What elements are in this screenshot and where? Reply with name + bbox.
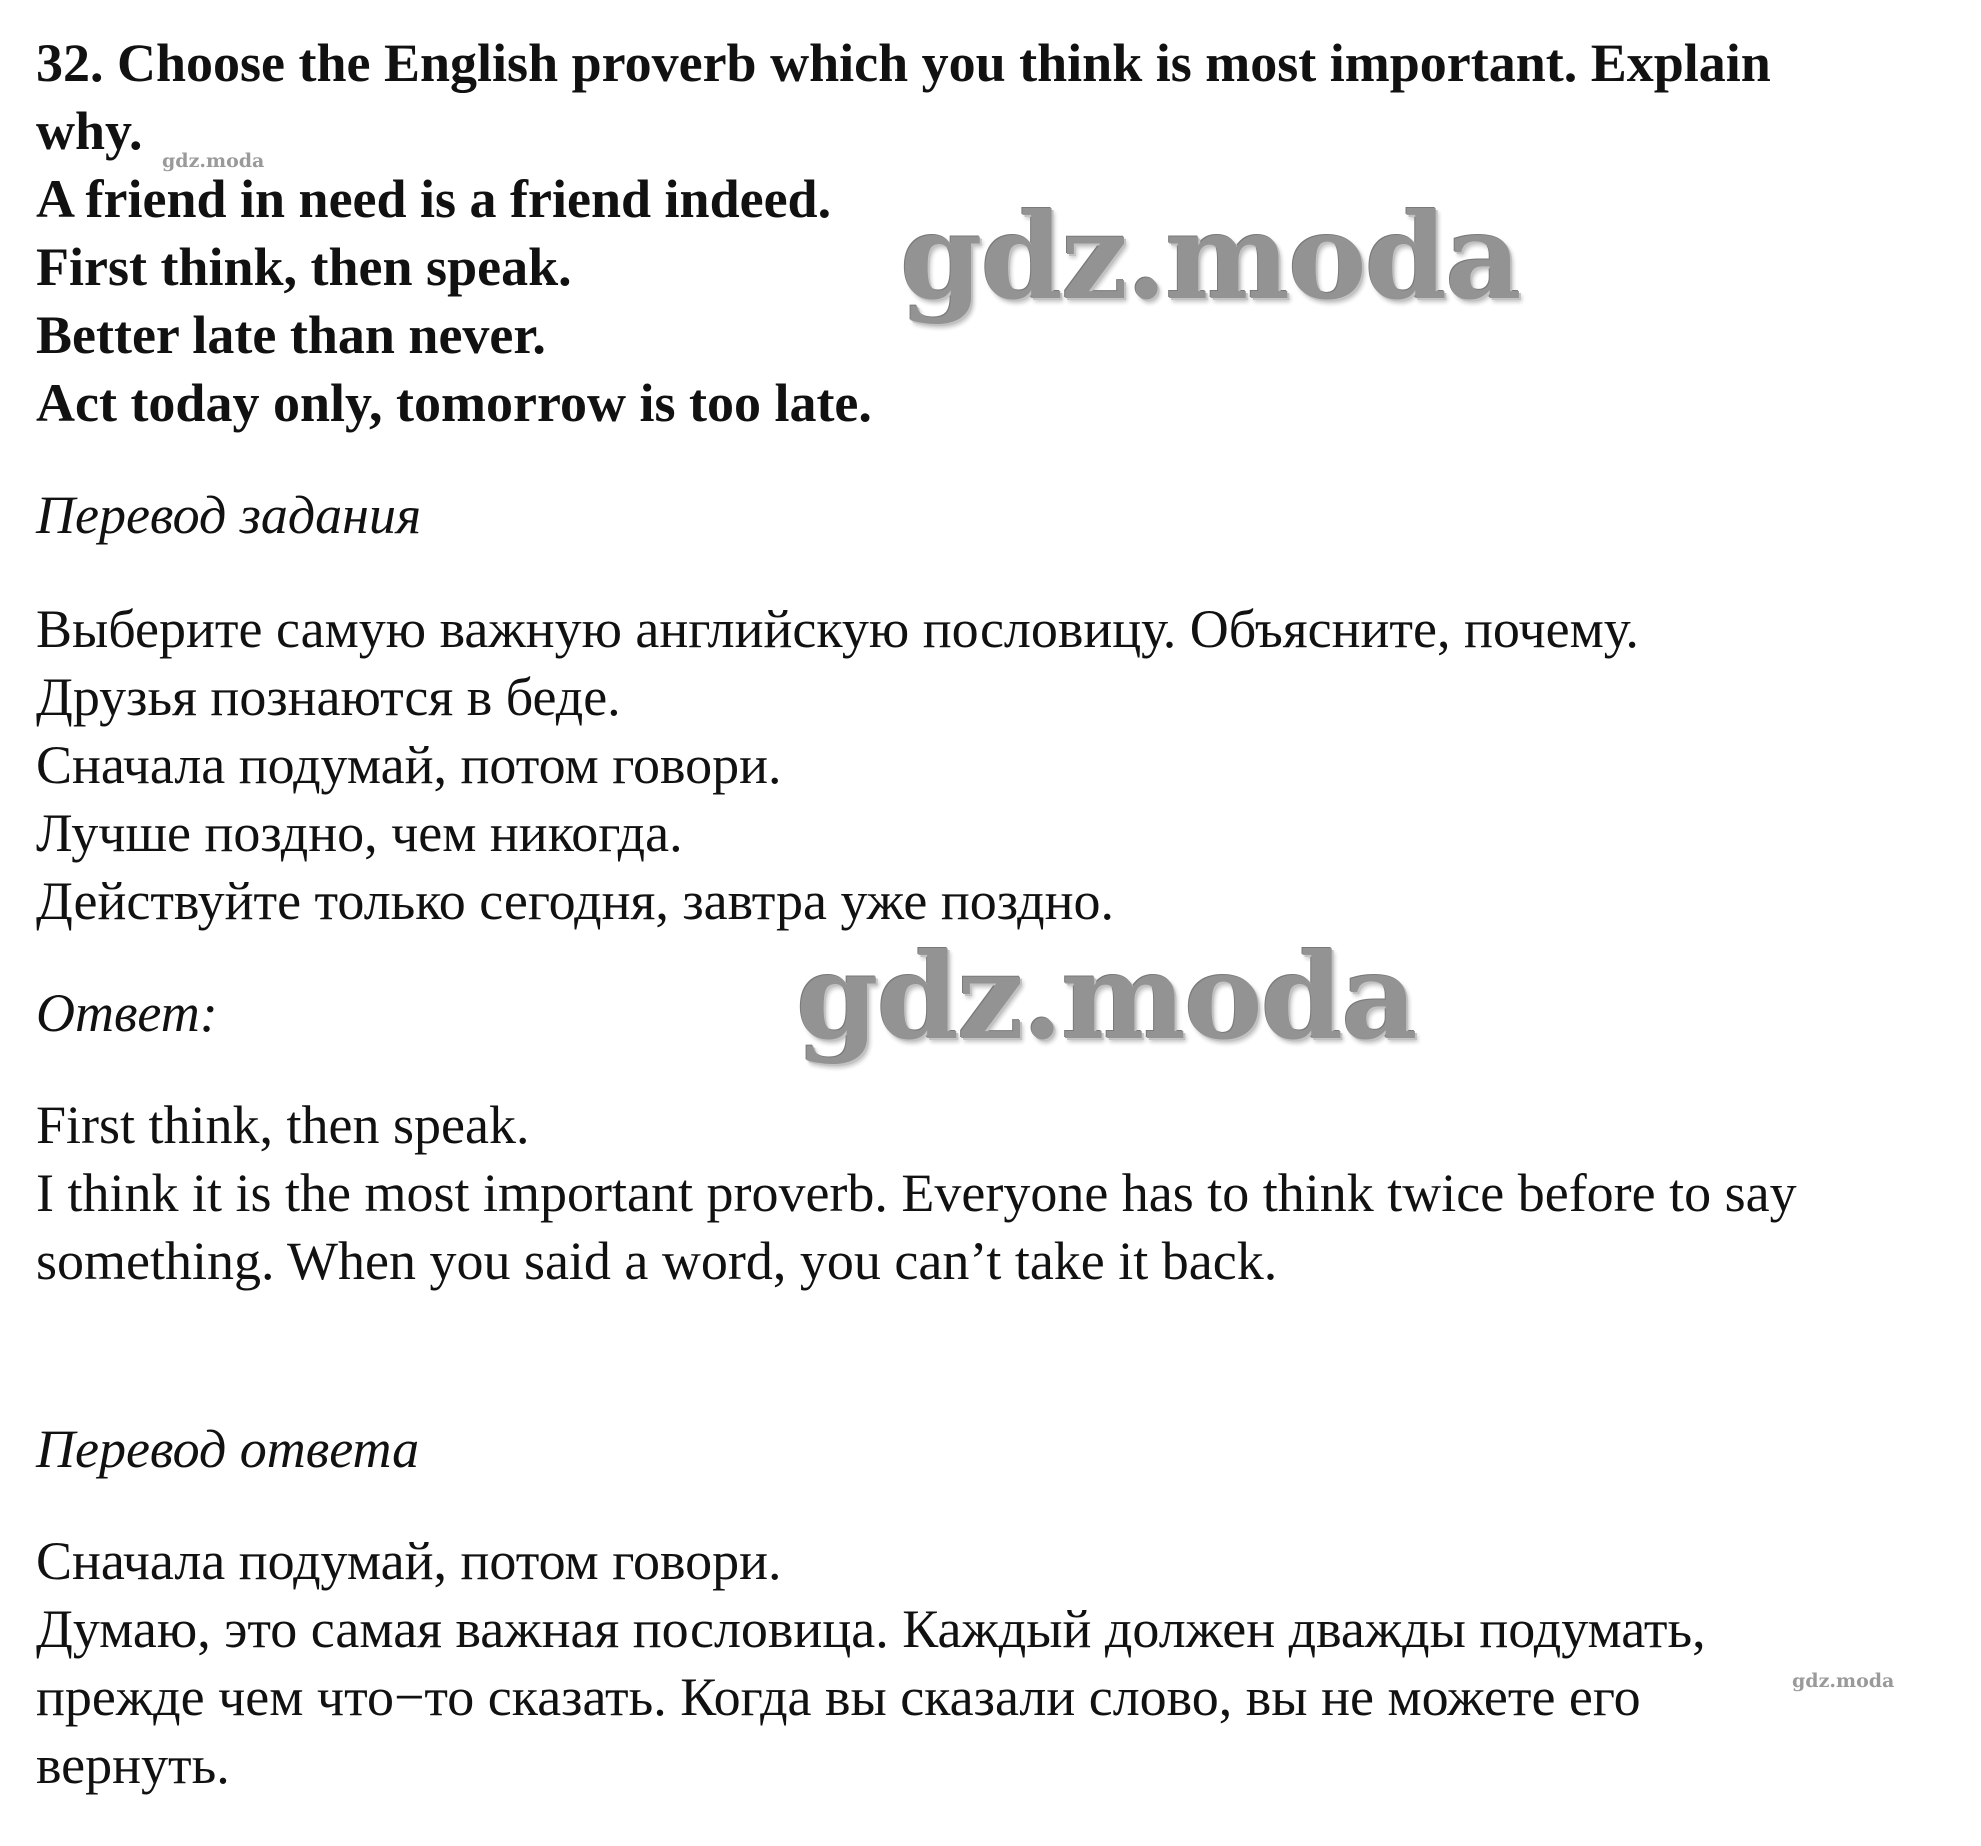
answer-translation-line: Сначала подумай, потом говори. — [36, 1531, 782, 1591]
watermark-small: gdz.moda — [162, 150, 265, 172]
task-translation-line: Сначала подумай, потом говори. — [36, 735, 782, 795]
answer-translation-heading: Перевод ответа — [36, 1419, 420, 1479]
task-heading-line-1: 32. Choose the English proverb which you think is most important. Explain — [36, 33, 1771, 93]
watermark-large: gdz.moda — [900, 187, 1520, 326]
watermark-small: gdz.moda — [1792, 1670, 1895, 1692]
answer-translation-line: вернуть. — [36, 1735, 230, 1795]
task-translation-line: Действуйте только сегодня, завтра уже поздно. — [36, 871, 1114, 931]
proverb-item: Better late than never. — [36, 305, 546, 365]
task-translation-line: Лучше поздно, чем никогда. — [36, 803, 683, 863]
task-heading-line-2: why. — [36, 101, 143, 161]
task-translation-heading: Перевод задания — [36, 485, 422, 545]
answer-heading: Ответ: — [36, 983, 218, 1043]
answer-line: First think, then speak. — [36, 1095, 530, 1155]
task-translation-line: Выберите самую важную английскую пословицу. Объясните, почему. — [36, 599, 1639, 659]
task-translation-line: Друзья познаются в беде. — [36, 667, 621, 727]
proverb-item: A friend in need is a friend indeed. — [36, 169, 832, 229]
answer-translation-line: Думаю, это самая важная пословица. Каждый должен дважды подумать, — [36, 1599, 1706, 1659]
answer-line: something. When you said a word, you can’t take it back. — [36, 1231, 1278, 1291]
watermark-large: gdz.moda — [796, 927, 1416, 1066]
proverb-item: First think, then speak. — [36, 237, 572, 297]
proverb-item: Act today only, tomorrow is too late. — [36, 373, 872, 433]
answer-translation-line: прежде чем что−то сказать. Когда вы сказали слово, вы не можете его — [36, 1667, 1641, 1727]
answer-line: I think it is the most important proverb. Everyone has to think twice before to say — [36, 1163, 1797, 1223]
